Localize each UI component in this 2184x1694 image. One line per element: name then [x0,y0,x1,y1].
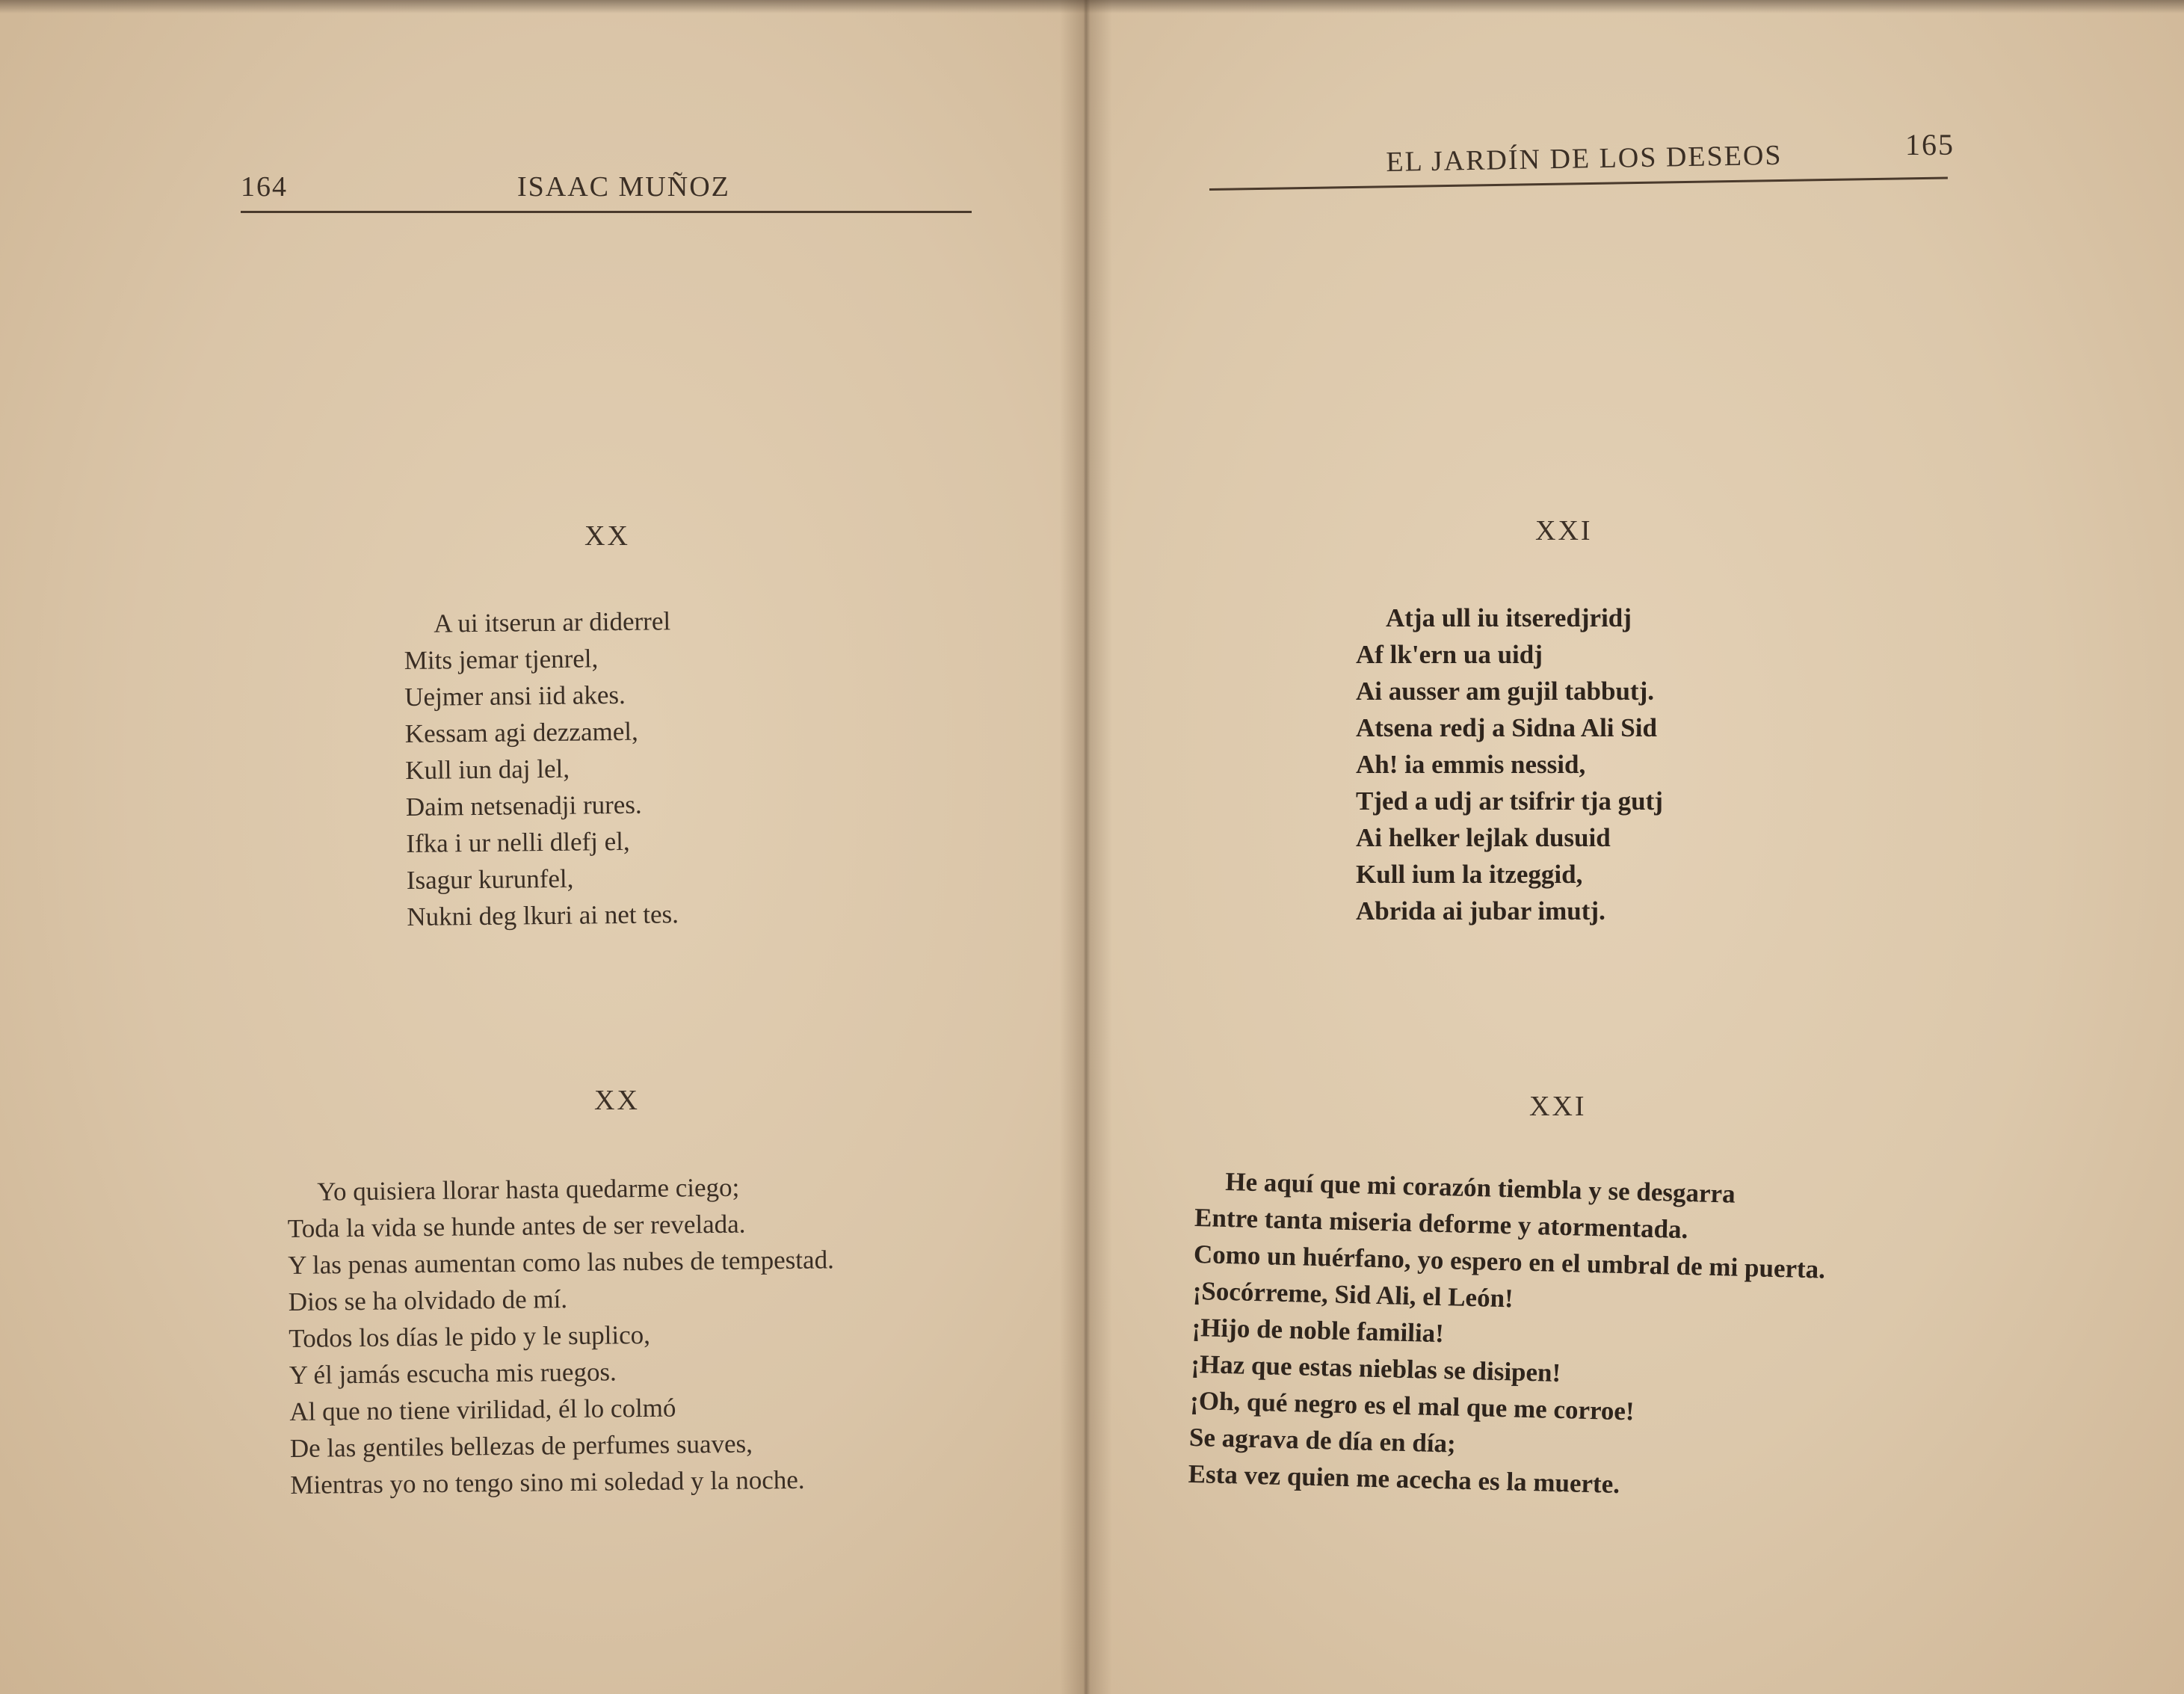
verse-line: De las gentiles bellezas de perfumes suaves, [289,1429,753,1463]
verse-line: Atja ull iu itseredjridj [1386,603,1632,632]
verse-line: Atsena redj a Sidna Ali Sid [1356,713,1657,742]
verse-line: ¡Haz que estas nieblas se disipen! [1190,1349,1561,1388]
verse-line: Ai helker lejlak dusuid [1356,823,1611,852]
verse-line: Ai ausser am gujil tabbutj. [1356,677,1654,706]
poem-title: XXI [1535,515,1593,546]
verse-line: Ifka i ur nelli dlefj el, [406,826,630,858]
poem-translation-stanza [1188,1162,1827,1508]
verse-line: Mits jemar tjenrel, [404,644,599,675]
running-head: ISAAC MUÑOZ [517,171,730,203]
verse-line: Af lk'ern ua uidj [1356,640,1543,669]
verse-line: A ui itserun ar diderrel [434,606,671,638]
verse-line: He aquí que mi corazón tiembla y se desgarra [1224,1166,1736,1209]
verse-line: Nukni deg lkuri ai net tes. [407,899,679,931]
verse-line: ¡Hijo de noble familia! [1191,1312,1445,1349]
verse-line: Dios se ha olvidado de mí. [288,1284,568,1316]
left-page [0,0,1085,1694]
verse-line: Kull iun daj lel, [405,754,570,785]
verse-line: Como un huérfano, yo espero en el umbral de mi puerta. [1193,1239,1826,1284]
verse-line: ¡Socórreme, Sid Ali, el León! [1192,1275,1514,1313]
verse-line: Tjed a udj ar tsifrir tja gutj [1356,786,1663,816]
verse-line: Kull ium la itzeggid, [1356,860,1583,889]
verse-line: Mientras yo no tengo sino mi soledad y la noche. [290,1464,805,1500]
verse-line: Yo quisiera llorar hasta quedarme ciego; [317,1172,740,1207]
verse-line: Abrida ai jubar imutj. [1356,896,1605,925]
poem-title: XXI [1529,1091,1587,1122]
right-page [1085,0,2184,1694]
verse-line: Esta vez quien me acecha es la muerte. [1188,1459,1620,1499]
verse-line: Entre tanta miseria deforme y atormentada. [1194,1202,1688,1245]
verse-line: Kessam agi dezzamel, [404,716,638,748]
verse-line: Uejmer ansi iid akes. [404,680,626,712]
top-edge-shadow [0,0,2184,13]
poem-original-stanza [1356,600,1663,929]
poem-title: XX [594,1085,640,1116]
verse-line: Ah! ia emmis nessid, [1356,750,1586,779]
header-rule [241,211,972,213]
poem-original-stanza [404,603,679,935]
running-head: EL JARDÍN DE LOS DESEOS [1386,139,1783,178]
verse-line: ¡Oh, qué negro es el mal que me corroe! [1189,1385,1635,1426]
verse-line: Y las penas aumentan como las nubes de tempestad. [288,1245,835,1280]
header-rule [1209,176,1948,191]
verse-line: Todos los días le pido y le suplico, [289,1319,651,1353]
verse-line: Al que no tiene virilidad, él lo colmó [289,1393,676,1426]
verse-line: Y él jamás escucha mis ruegos. [289,1357,617,1390]
page-number: 164 [241,171,288,203]
verse-line: Isagur kurunfel, [406,863,574,895]
page-number: 165 [1905,128,1955,161]
verse-line: Se agrava de día en día; [1188,1422,1457,1459]
verse-line: Toda la vida se hunde antes de ser revelada. [287,1209,746,1243]
book-gutter [1060,0,1112,1694]
poem-translation-stanza [287,1168,836,1503]
verse-line: Daim netsenadji rures. [405,789,642,822]
poem-title: XX [584,520,630,552]
